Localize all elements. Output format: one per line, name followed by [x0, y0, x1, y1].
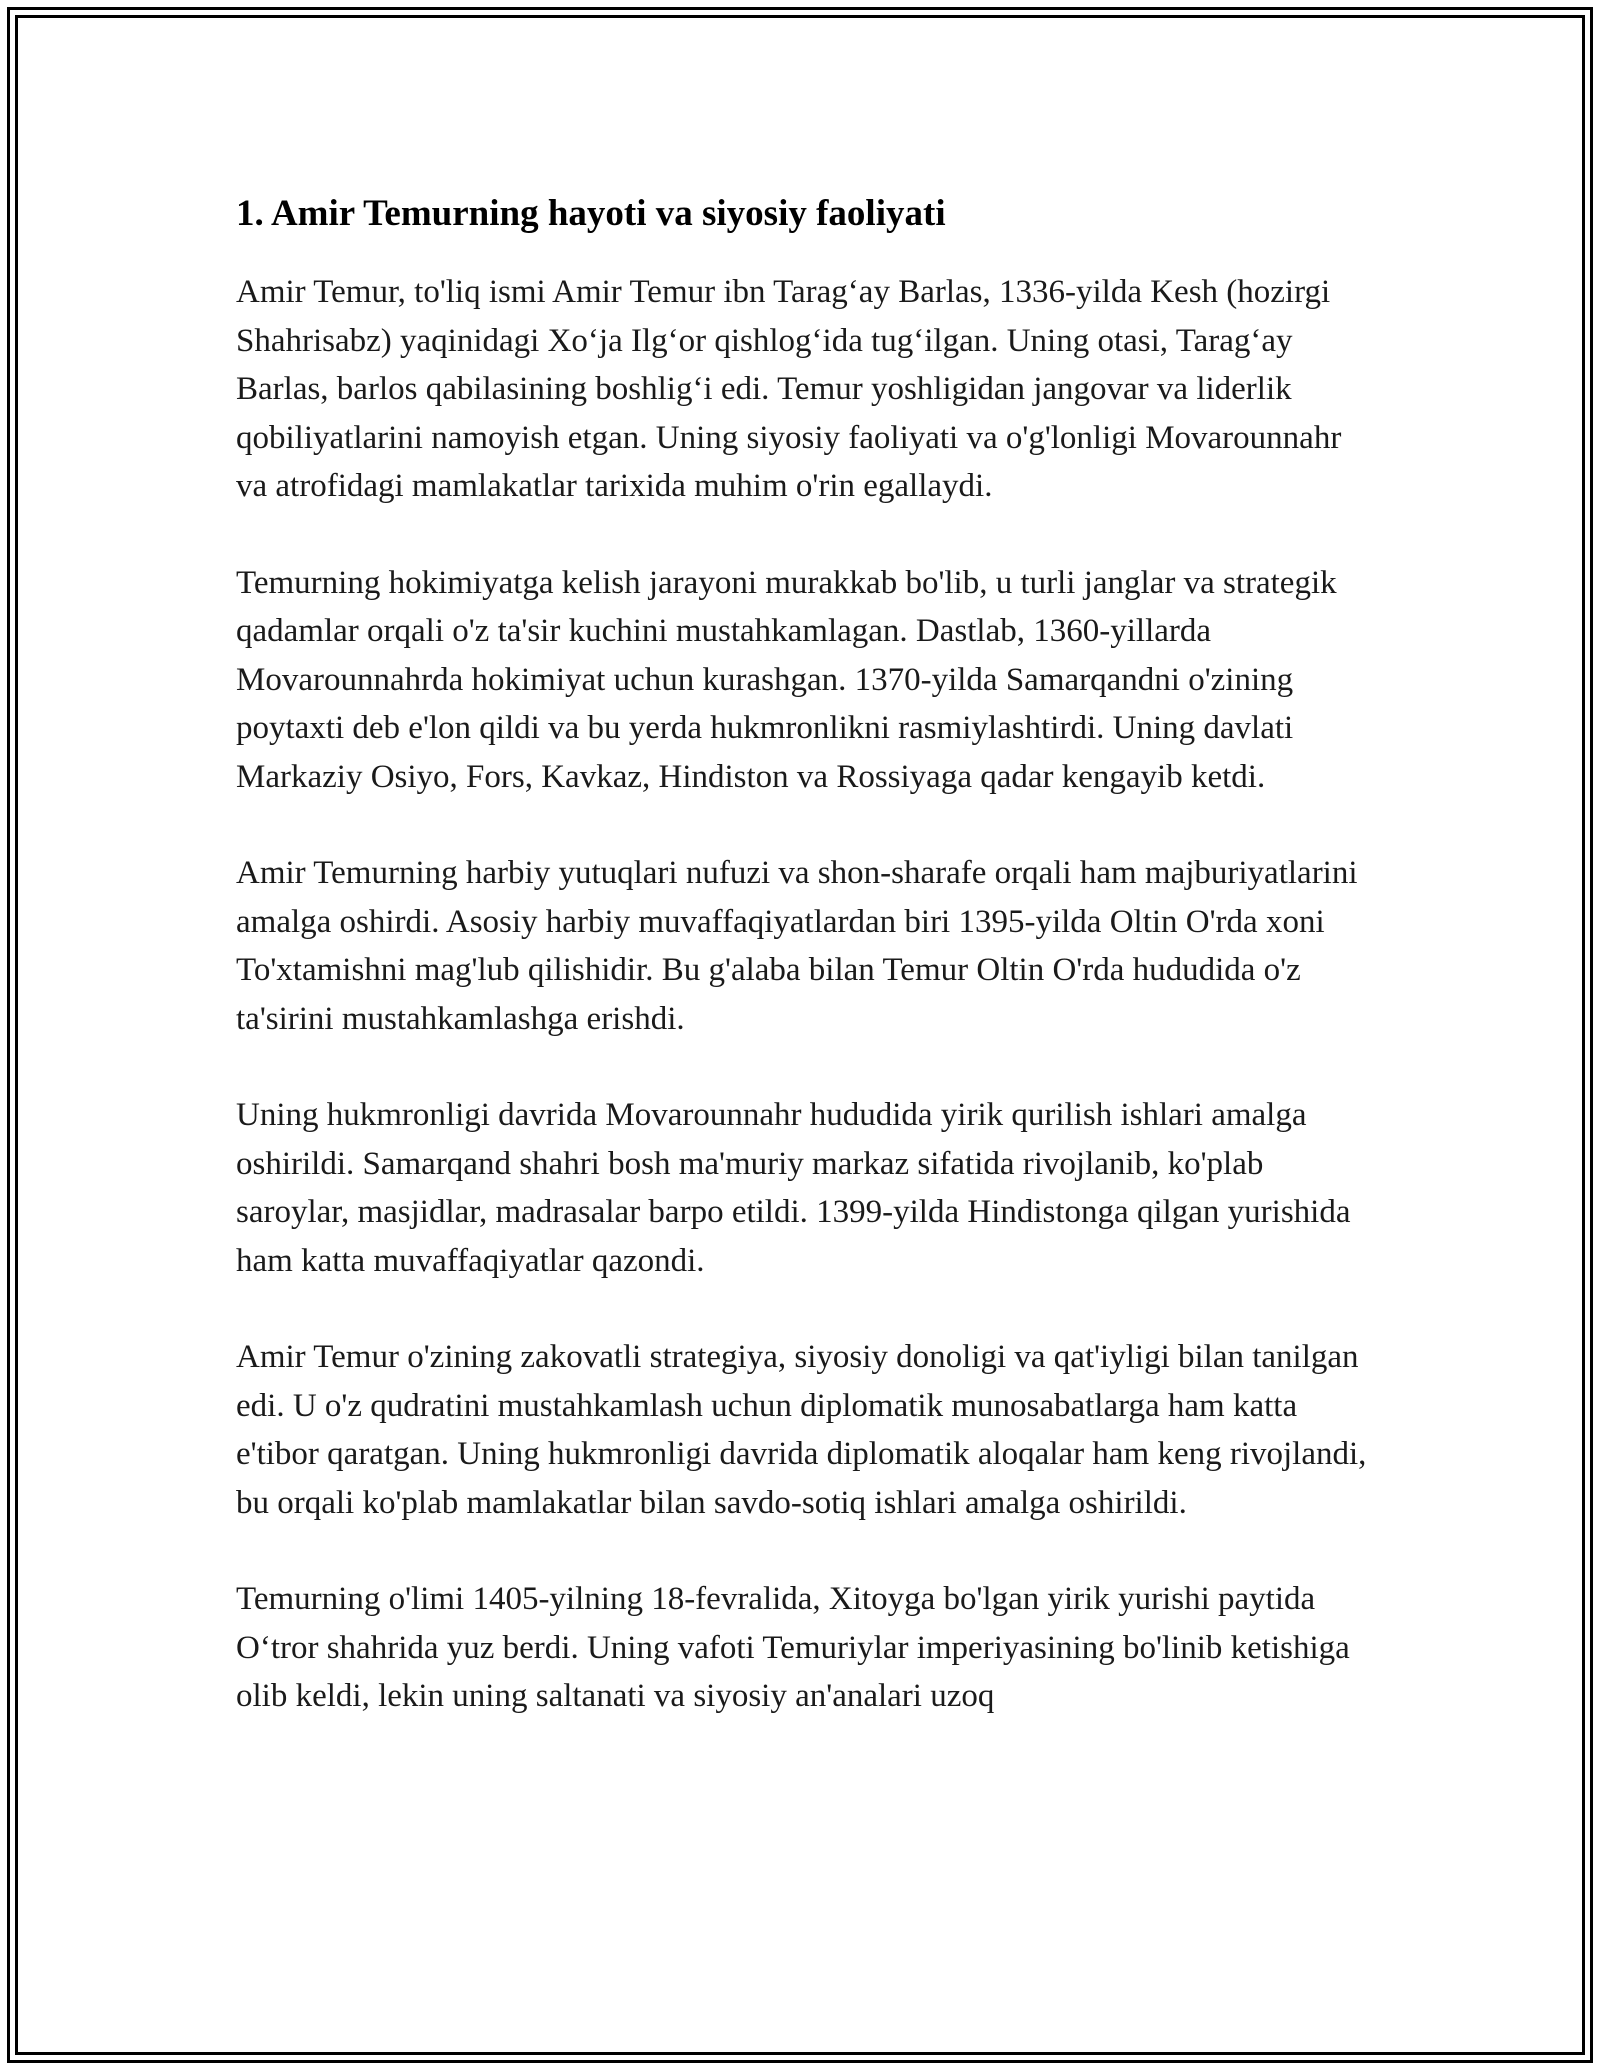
- paragraph-rise-to-power: Temurning hokimiyatga kelish jarayoni murakkab bo'lib, u turli janglar va strategik qadamlar orqali o'z ta'sir kuchini mustahkamlagan. Dastlab, 1360-yillarda Movarounnahrda hokimiyat uchun kurashgan. 1370-yilda Samarqandni o'zining poytaxti deb e'lon qildi va bu yerda hukmronlikni rasmiylashtirdi. Uning davlati Markaziy Osiyo, Fors, Kavkaz, Hindiston va Rossiyaga qadar kengayib ketdi.: [236, 564, 1337, 795]
- paragraph-diplomacy: Amir Temur o'zining zakovatli strategiya, siyosiy donoligi va qat'iyligi bilan tanilgan edi. U o'z qudratini mustahkamlash uchun diplomatik munosabatlarga ham katta e'tibor qaratgan. Uning hukmronligi davrida diplomatik aloqalar ham keng rivojlandi, bu orqali ko'plab mamlakatlar bilan savdo-sotiq ishlari amalga oshirildi.: [236, 1339, 1367, 1521]
- paragraph-early-life: Amir Temur, to'liq ismi Amir Temur ibn Tarag‘ay Barlas, 1336-yilda Kesh (hozirgi Shahrisabz) yaqinidagi Xo‘ja Ilg‘or qishlog‘ida tug‘ilgan. Uning otasi, Tarag‘ay Barlas, barlos qabilasining boshlig‘i edi. Temur yoshligidan jangovar va liderlik qobiliyatlarini namoyish etgan. Uning siyosiy faoliyati va o'g'lonligi Movarounnahr va atrofidagi mamlakatlar tarixida muhim o'rin egallaydi.: [236, 274, 1342, 504]
- paragraph-construction: Uning hukmronligi davrida Movarounnahr hududida yirik qurilish ishlari amalga oshirildi. Samarqand shahri bosh ma'muriy markaz sifatida rivojlanib, ko'plab saroylar, masjidlar, madrasalar barpo etildi. 1399-yilda Hindistonga qilgan yurishida ham katta muvaffaqiyatlar qazondi.: [236, 1097, 1351, 1279]
- section-title: 1. Amir Temurning hayoti va siyosiy faoliyati: [236, 193, 946, 234]
- paragraph-military-achievements: Amir Temurning harbiy yutuqlari nufuzi va shon-sharafe orqali ham majburiyatlarini amalga oshirdi. Asosiy harbiy muvaffaqiyatlardan biri 1395-yilda Oltin O'rda xoni To'xtamishni mag'lub qilishidir. Bu g'alaba bilan Temur Oltin O'rda hududida o'z ta'sirini mustahkamlashga erishdi.: [236, 855, 1358, 1037]
- document-body: [236, 188, 1376, 1769]
- paragraph-list: [236, 268, 1376, 1721]
- paragraph-death: Temurning o'limi 1405-yilning 18-fevralida, Xitoyga bo'lgan yirik yurishi paytida O‘tror shahrida yuz berdi. Uning vafoti Temuriylar imperiyasining bo'linib ketishiga olib keldi, lekin uning saltanati va siyosiy an'analari uzoq: [236, 1581, 1350, 1714]
